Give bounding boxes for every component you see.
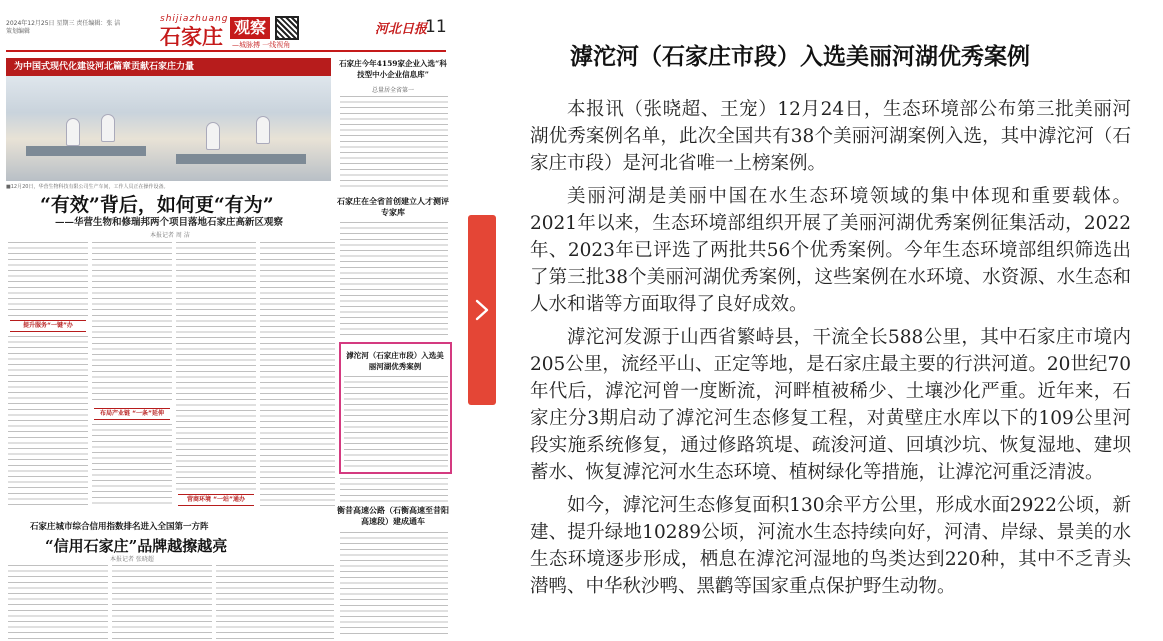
article-title: 滹沱河（石家庄市段）入选美丽河湖优秀案例 (570, 43, 1030, 70)
section-minihead: 提升服务“一键”办 (10, 320, 86, 332)
article-reader (530, 0, 1163, 641)
body-text-column (260, 242, 335, 506)
lead-headline[interactable]: “有效”背后，如何更“有为” (40, 194, 274, 216)
lead-subheadline: ——华营生物和修瑞邦两个项目落地石家庄高新区观察 (55, 217, 284, 228)
body-text-column (176, 242, 256, 490)
sidebar-text (340, 222, 448, 338)
bottom-byline: 本报记者 张晓超 (110, 556, 154, 563)
article-paragraph: 滹沱河发源于山西省繁峙县，干流全长588公里，其中石家庄市境内205公里，流经平山、正定等地，是石家庄最主要的行洪河道。20世纪70年代后，滹沱河曾一度断流，河畔植被稀少、土壤沙化严重。近年来，石家庄分3期启动了滹沱河生态修复工程，对黄壁庄水库以下的109公里河段实施系统修复，通过修路筑堤、疏浚河道、回填沙坑、恢复湿地、建坝蓄水、恢复滹沱河水生态环境、植树绿化等措施，让滹沱河重泛清波。 (530, 327, 1131, 483)
body-text-column (92, 242, 172, 402)
masthead-city: 石家庄 (160, 24, 223, 49)
article-paragraph: 美丽河湖是美丽中国在水生态环境领域的集中体现和重要载体。2021年以来，生态环境部组织开展了美丽河湖优秀案例征集活动，2022年、2023年已评选了两批共56个优秀案例。今年生态环境部组织筛选出了第三批38个美丽河湖优秀案例，这些案例在水环境、水资源、水生态和人水和谐等方面取得了良好成效。 (530, 186, 1131, 315)
masthead-tagline: —城脉搏 一线视角 (232, 41, 291, 49)
chevron-right-icon (475, 299, 489, 321)
sidebar-text (340, 478, 448, 502)
masthead-pinyin: shijiazhuang (160, 14, 229, 24)
bottom-title[interactable]: “信用石家庄”品牌越擦越亮 (45, 537, 228, 555)
section-banner: 为中国式现代化建设河北篇章贡献石家庄力量 (6, 58, 331, 76)
sidebar-headline-2[interactable]: 石家庄在全省首创建立人才测评专家库 (337, 196, 449, 217)
lead-byline: 本报记者 周 洁 (150, 232, 190, 239)
lead-photo (6, 76, 331, 181)
newspaper-logo: 河北日报 (375, 22, 428, 37)
article-paragraph: 本报讯（张晓超、王宠）12月24日，生态环境部公布第三批美丽河湖优秀案例名单，此次全国共有38个美丽河湖案例入选，其中滹沱河（石家庄市段）是河北省唯一上榜案例。 (530, 99, 1131, 174)
boxed-article-text (344, 376, 448, 470)
qr-code-icon (275, 16, 299, 40)
section-minihead: 营商环境 “一站”通办 (178, 494, 254, 506)
newspaper-page (0, 0, 455, 641)
article-body (530, 96, 1131, 606)
photo-caption: ■12月20日，华营生物科技有限公司生产车间，工作人员正在操作设备。 (6, 184, 169, 190)
article-paragraph: 如今，滹沱河生态修复面积130余平方公里，形成水面2922公顷，新建、提升绿地10289公顷，河流水生态持续向好，河清、岸绿、景美的水生态环境逐步形成，栖息在滹沱河湿地的鸟类达到220种，其中不乏青头潜鸭、中华秋沙鸭、黑鹳等国家重点保护野生动物。 (530, 495, 1131, 597)
sidebar-subheadline: 总量居全省第一 (371, 87, 414, 94)
body-text-column (92, 424, 172, 506)
sidebar-headline-3[interactable]: 衡昔高速公路（石衡高速至昔阳高速段）建成通车 (337, 505, 449, 526)
sidebar-text (340, 532, 448, 637)
masthead-column: 观察 (230, 17, 270, 39)
page-number: 11 (425, 17, 447, 37)
bottom-text (8, 565, 108, 641)
sidebar-headline[interactable]: 石家庄今年4159家企业入选“科技型中小企业信息库” (339, 59, 447, 79)
bottom-text (216, 565, 334, 641)
body-text-column (8, 242, 88, 317)
section-minihead: 布局产业链 “一条”延伸 (94, 408, 170, 420)
masthead-rule (6, 50, 446, 52)
next-page-button[interactable] (468, 215, 496, 405)
sidebar-text (340, 96, 448, 188)
bottom-text (112, 565, 212, 641)
body-text-column (8, 336, 88, 506)
bottom-headline[interactable]: 石家庄城市综合信用指数排名进入全国第一方阵 (30, 522, 209, 532)
boxed-headline[interactable]: 滹沱河（石家庄市段）入选美丽河湖优秀案例 (346, 351, 444, 371)
masthead-meta: 2024年12月25日 星期三 责任编辑：张 洁 策划编辑 (6, 20, 121, 35)
